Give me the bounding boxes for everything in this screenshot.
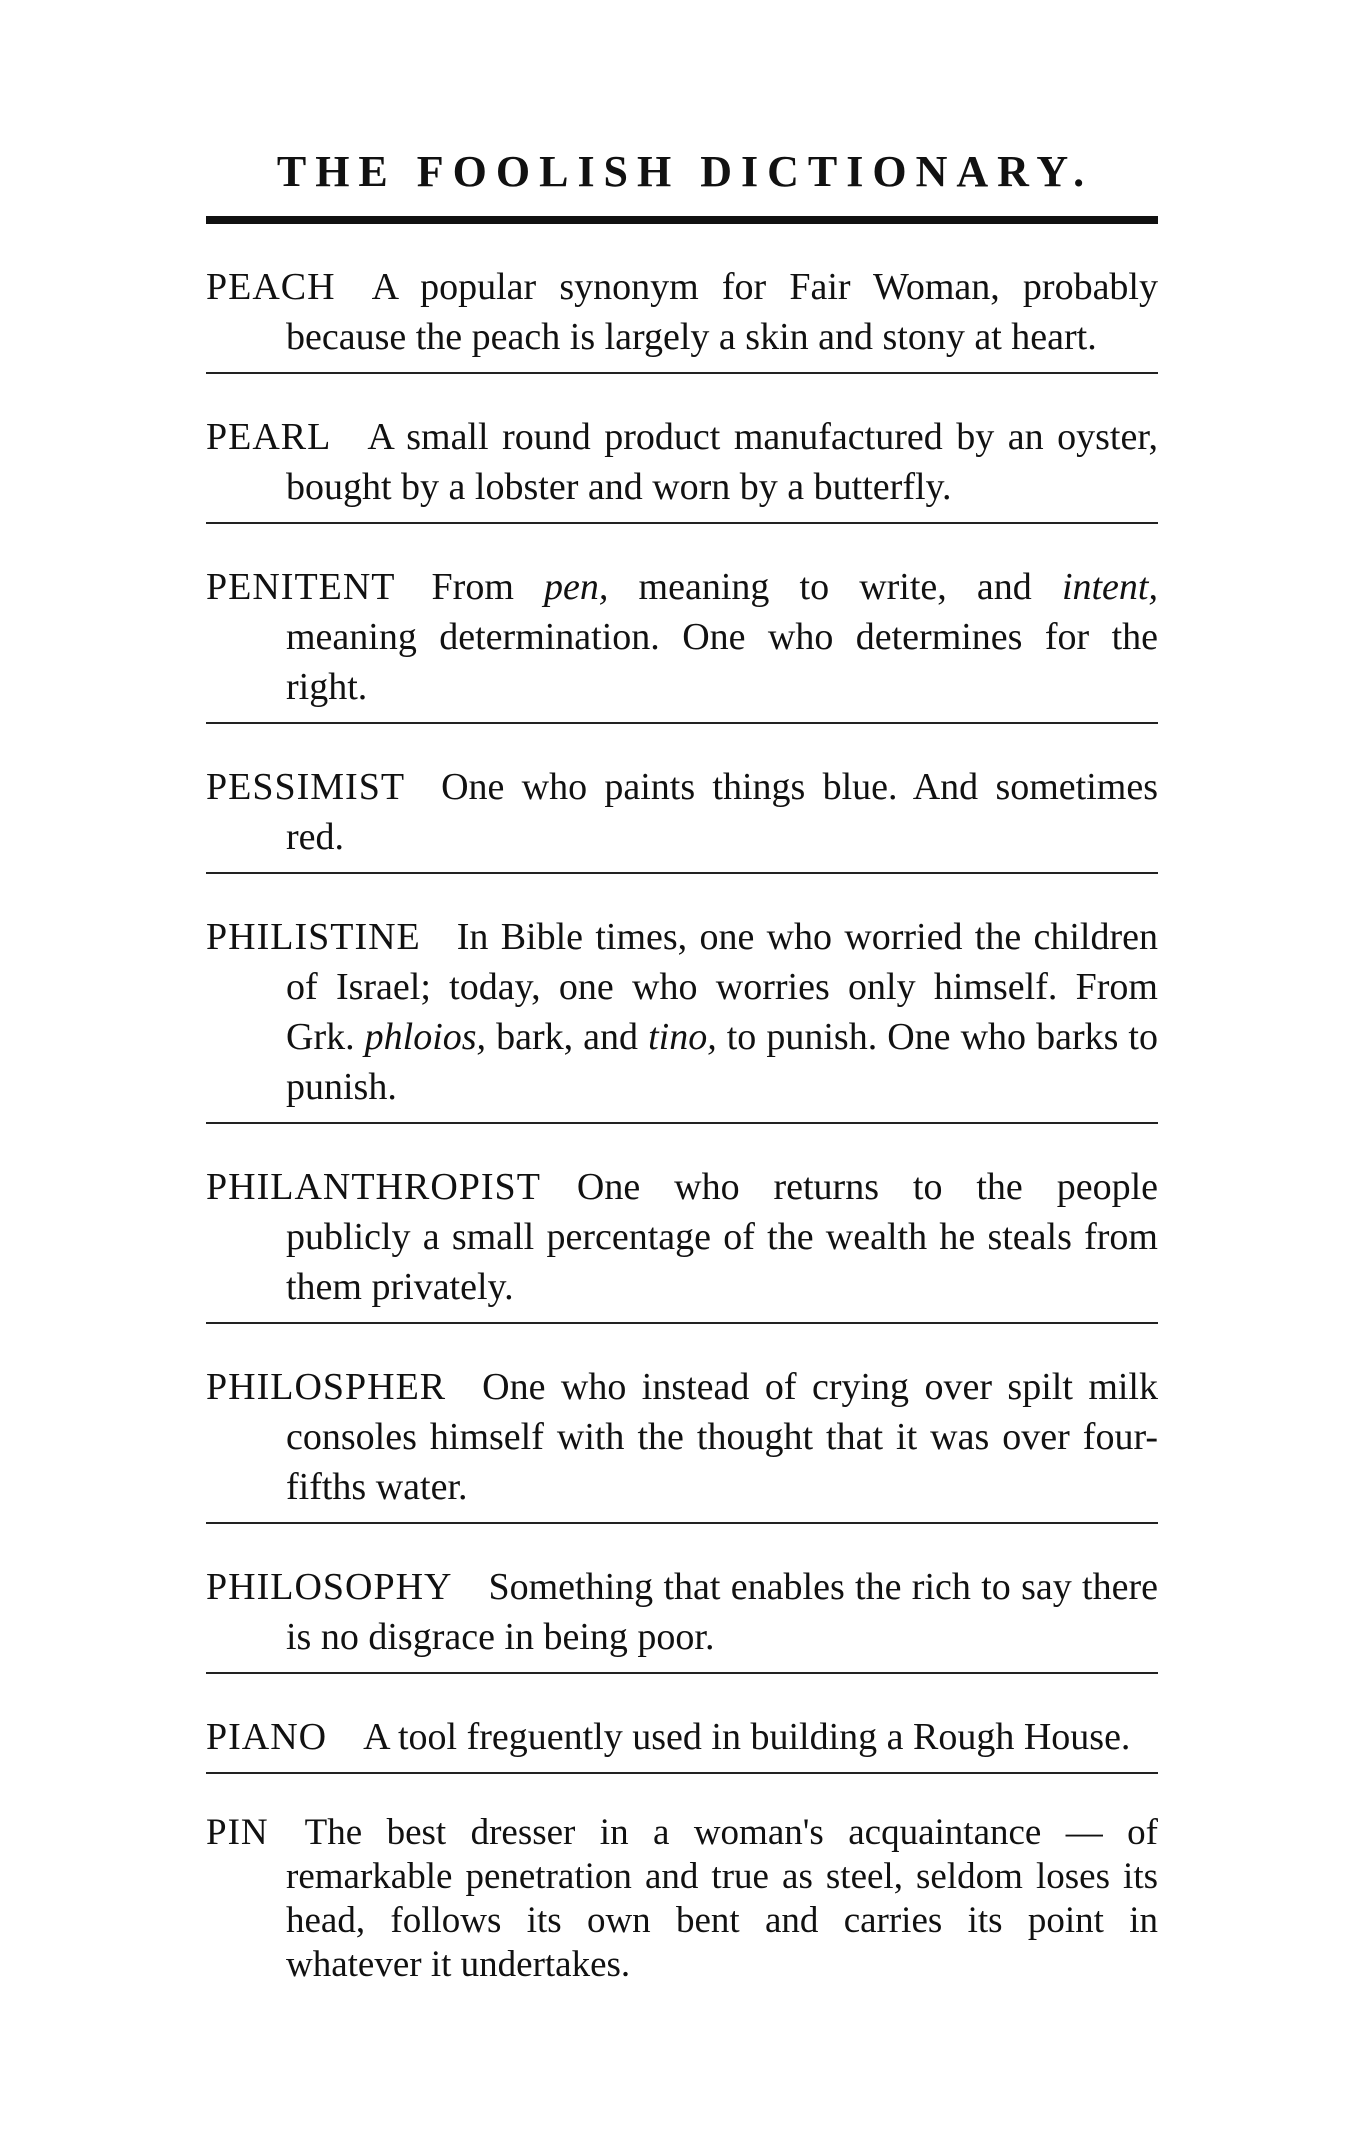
entry-philanthropist bbox=[206, 1162, 1158, 1324]
entry-term: PEACH bbox=[206, 266, 336, 308]
entry-definition: One who paints things blue. And sometimes red. bbox=[286, 766, 1158, 858]
entry-pessimist bbox=[206, 762, 1158, 874]
entry-piano bbox=[206, 1712, 1158, 1774]
entry-term: PHILOSOPHY bbox=[206, 1566, 453, 1608]
entry-philospher bbox=[206, 1362, 1158, 1524]
entry-definition: One who returns to the people publicly a small percentage of the wealth he steals from them privately. bbox=[286, 1166, 1158, 1308]
entry-definition: The best dresser in a woman's acquaintance — of remarkable penetration and true as steel, seldom loses its head, follows its own bent and carries its point in whatever it undertakes. bbox=[286, 1812, 1158, 1985]
dictionary-page bbox=[206, 147, 1158, 2009]
page-title: THE FOOLISH DICTIONARY. bbox=[276, 147, 1094, 196]
entry-term: PESSIMIST bbox=[206, 766, 406, 808]
entry-definition: A tool freguently used in building a Rough House. bbox=[363, 1716, 1131, 1758]
entry-philosophy bbox=[206, 1562, 1158, 1674]
entry-pin bbox=[206, 1811, 1158, 1997]
entry-definition: A popular synonym for Fair Woman, probably because the peach is largely a skin and stony at heart. bbox=[286, 266, 1158, 358]
entry-penitent bbox=[206, 562, 1158, 724]
entry-term: PIN bbox=[206, 1812, 269, 1853]
entry-term: PHILANTHROPIST bbox=[206, 1166, 541, 1208]
entry-definition: In Bible times, one who worried the children of Israel; today, one who worries only himself. From Grk. phloios, bark, and tino, to punish. One who barks to punish. bbox=[286, 916, 1158, 1108]
entry-list bbox=[206, 262, 1158, 1997]
entry-philistine bbox=[206, 912, 1158, 1124]
entry-term: PEARL bbox=[206, 416, 332, 458]
entry-term: PHILOSPHER bbox=[206, 1366, 447, 1408]
entry-definition: From pen, meaning to write, and intent, meaning determination. One who determines for the right. bbox=[286, 566, 1158, 708]
header-rule bbox=[206, 216, 1158, 224]
entry-peach bbox=[206, 262, 1158, 374]
entry-definition: A small round product manufactured by an oyster, bought by a lobster and worn by a butterfly. bbox=[286, 416, 1158, 508]
entry-term: PIANO bbox=[206, 1716, 328, 1758]
entry-term: PHILISTINE bbox=[206, 916, 421, 958]
entry-definition: One who instead of crying over spilt milk consoles himself with the thought that it was over four-fifths water. bbox=[286, 1366, 1158, 1508]
entry-definition: Something that enables the rich to say there is no disgrace in being poor. bbox=[286, 1566, 1158, 1658]
entry-pearl bbox=[206, 412, 1158, 524]
entry-term: PENITENT bbox=[206, 566, 396, 608]
